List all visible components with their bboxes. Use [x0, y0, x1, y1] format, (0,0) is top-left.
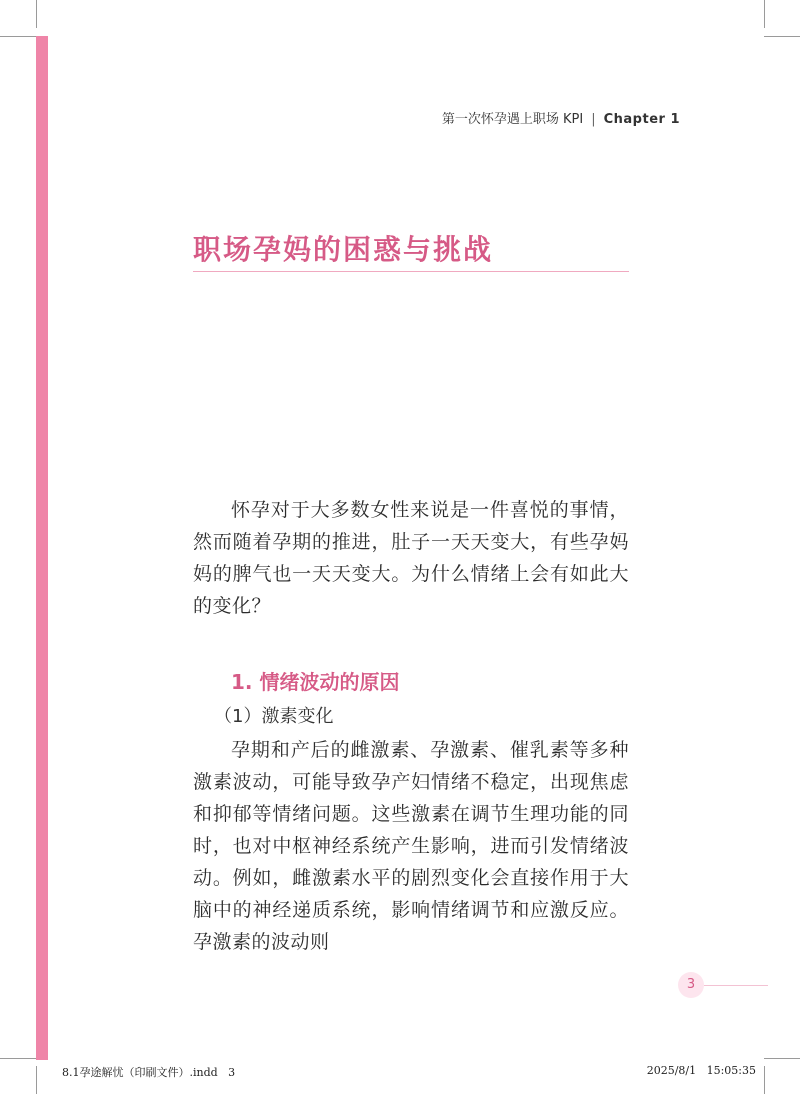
- slug-filename: 8.1孕途解忧（印刷文件）.indd 3: [62, 1066, 236, 1079]
- crop-mark: [764, 36, 800, 37]
- crop-mark: [764, 1066, 765, 1094]
- crop-mark: [0, 1058, 36, 1059]
- body-paragraph: 孕期和产后的雌激素、孕激素、催乳素等多种激素波动，可能导致孕产妇情绪不稳定，出现焦虑和抑郁等情绪问题。这些激素在调节生理功能的同时，也对中枢神经系统产生影响，进而引发情绪波动。例如，雌激素水平的剧烈变化会直接作用于大脑中的神经递质系统，影响情绪调节和应激反应。孕激素的波动则: [193, 739, 629, 953]
- running-head-book-title: 第一次怀孕遇上职场 KPI: [441, 112, 584, 127]
- running-head: [442, 108, 680, 127]
- crop-mark: [0, 36, 36, 37]
- section-heading: 1. 情绪波动的原因: [231, 670, 400, 694]
- crop-mark: [36, 1066, 37, 1094]
- running-head-separator: |: [591, 112, 596, 127]
- page-number: 3: [678, 972, 704, 998]
- crop-mark: [764, 1058, 800, 1059]
- crop-mark: [36, 0, 37, 28]
- side-decorative-bar: [36, 36, 48, 1060]
- running-head-chapter: Chapter 1: [603, 112, 680, 127]
- intro-paragraph: 怀孕对于大多数女性来说是一件喜悦的事情，然而随着孕期的推进，肚子一天天变大，有些孕妈妈的脾气也一天天变大。为什么情绪上会有如此大的变化？: [193, 499, 629, 617]
- sub-heading: （1）激素变化: [214, 706, 334, 727]
- page-title: 职场孕妈的困惑与挑战: [193, 233, 494, 266]
- slug-timestamp: 2025/8/1 15:05:35: [646, 1064, 756, 1077]
- page-number-rule: [704, 985, 768, 986]
- crop-mark: [764, 0, 765, 28]
- title-underline: [193, 271, 629, 272]
